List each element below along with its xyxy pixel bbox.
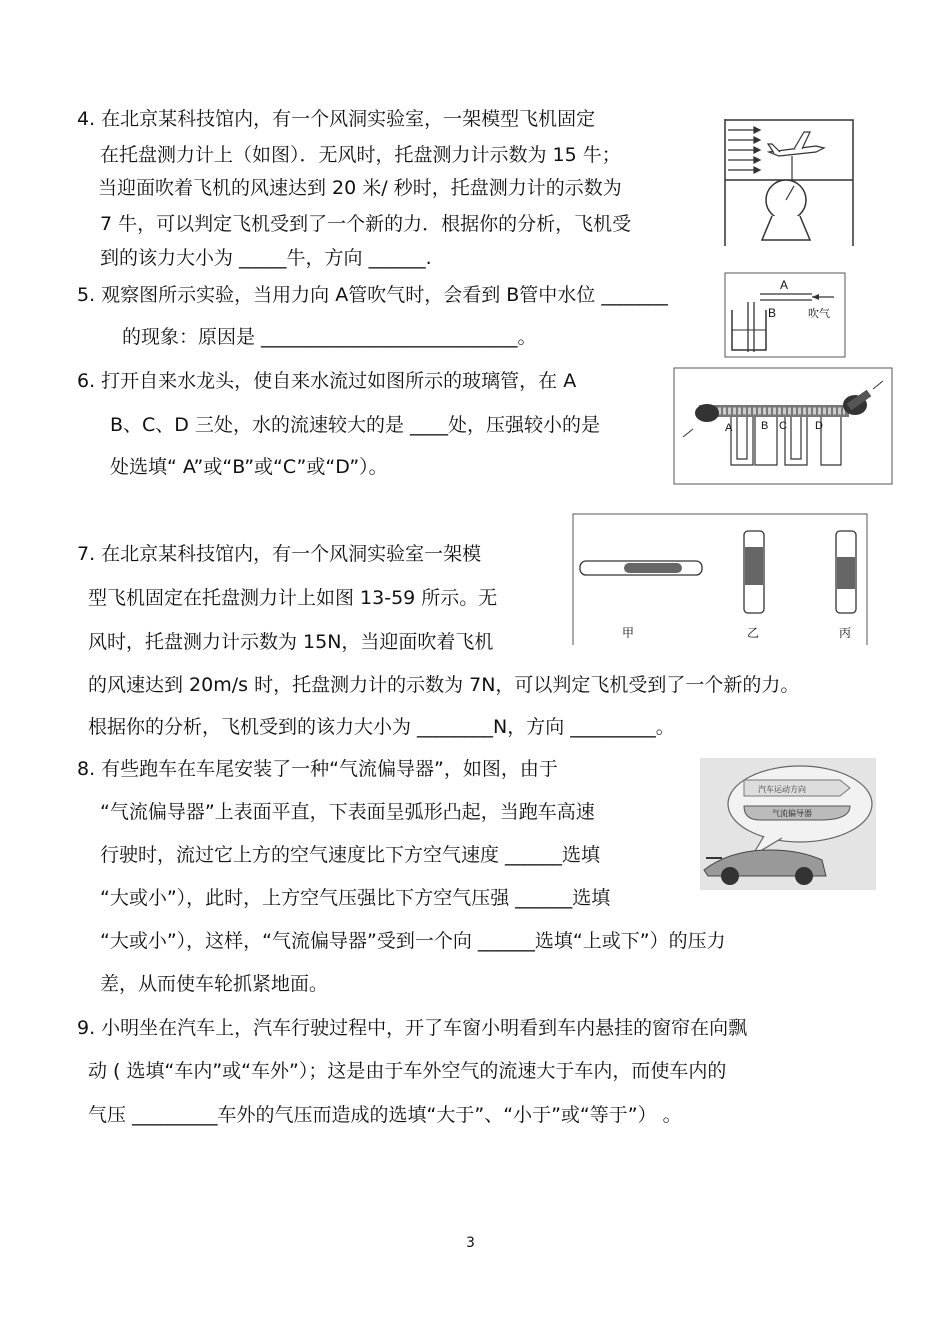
q8-line-2: “气流偏导器”上表面平直，下表面呈弧形凸起，当跑车高速 — [100, 801, 595, 823]
water-pipe-figure — [673, 367, 893, 485]
fig5-label-b: B — [768, 306, 777, 320]
q5-line-2: 的现象：原因是 ___________________________。 — [122, 326, 537, 348]
q4-line-3: 当迎面吹着飞机的风速达到 20 米/ 秒时，托盘测力计的示数为 — [98, 177, 622, 199]
fig6-label-a: A — [725, 422, 733, 434]
fig5-label-a: A — [780, 278, 789, 292]
q7-line-5: 根据你的分析，飞机受到的该力大小为 ________N，方向 _________。 — [88, 716, 675, 738]
q8-line-6: 差，从而使车轮抓紧地面。 — [100, 973, 329, 995]
q7-line-2: 型飞机固定在托盘测力计上如图 13-59 所示。无 — [88, 587, 498, 609]
q5-line-1: 5. 观察图所示实验，当用力向 A管吹气时，会看到 B管中水位 _______ — [77, 284, 668, 306]
q8-line-4: “大或小”），此时，上方空气压强比下方空气压强 ______选填 — [100, 887, 611, 909]
q9-line-3: 气压 _________车外的气压而造成的选填“大于”、“小于”或“等于”） 。 — [88, 1104, 682, 1126]
q4-line-1: 4. 在北京某科技馆内，有一个风洞实验室，一架模型飞机固定 — [77, 108, 596, 130]
fig7-label-yi: 乙 — [747, 626, 760, 640]
tube-bubble-figure — [572, 513, 868, 645]
q6-line-2: B、C、D 三处，水的流速较大的是 ____处，压强较小的是 — [110, 414, 601, 436]
fig6-label-c: C — [779, 420, 787, 432]
spoiler-car-figure — [700, 758, 876, 890]
q7-line-1: 7. 在北京某科技馆内，有一个风洞实验室一架模 — [77, 543, 482, 565]
fig5-label-blow: 吹气 — [808, 308, 830, 320]
q7-line-4: 的风速达到 20m/s 时，托盘测力计的示数为 7N，可以判定飞机受到了一个新的力。 — [88, 674, 800, 696]
q4-line-2: 在托盘测力计上（如图）．无风时，托盘测力计示数为 15 牛； — [100, 144, 621, 166]
q4-line-4: 7 牛，可以判定飞机受到了一个新的力．根据你的分析，飞机受 — [100, 213, 632, 235]
q4-line-5: 到的该力大小为 _____牛，方向 ______. — [100, 247, 432, 269]
fig8-label-deflector: 气流偏导器 — [772, 809, 812, 818]
page-number: 3 — [466, 1235, 475, 1251]
fig6-label-b: B — [761, 420, 769, 432]
q8-line-3: 行驶时，流过它上方的空气速度比下方空气速度 ______选填 — [100, 844, 601, 866]
wind-tunnel-figure — [724, 118, 854, 246]
q8-line-1: 8. 有些跑车在车尾安装了一种“气流偏导器”，如图，由于 — [77, 758, 558, 780]
fig8-label-motion: 汽车运动方向 — [758, 785, 806, 794]
q9-line-1: 9. 小明坐在汽车上，汽车行驶过程中，开了车窗小明看到车内悬挂的窗帘在向飘 — [77, 1017, 748, 1039]
fig7-label-bing: 丙 — [839, 626, 852, 640]
fig7-label-jia: 甲 — [622, 626, 635, 640]
q8-line-5: “大或小”），这样，“气流偏导器”受到一个向 ______选填“上或下”）的压力 — [100, 930, 726, 952]
q6-line-3: 处选填“ A”或“B”或“C”或“D”）。 — [110, 456, 388, 478]
q6-line-1: 6. 打开自来水龙头，使自来水流过如图所示的玻璃管，在 A — [77, 370, 577, 392]
fig6-label-d: D — [815, 420, 823, 432]
q7-line-3: 风时，托盘测力计示数为 15N，当迎面吹着飞机 — [88, 631, 494, 653]
q9-line-2: 动 ( 选填“车内”或“车外”）；这是由于车外空气的流速大于车内，而使车内的 — [88, 1060, 727, 1082]
blow-tube-figure — [724, 272, 846, 358]
